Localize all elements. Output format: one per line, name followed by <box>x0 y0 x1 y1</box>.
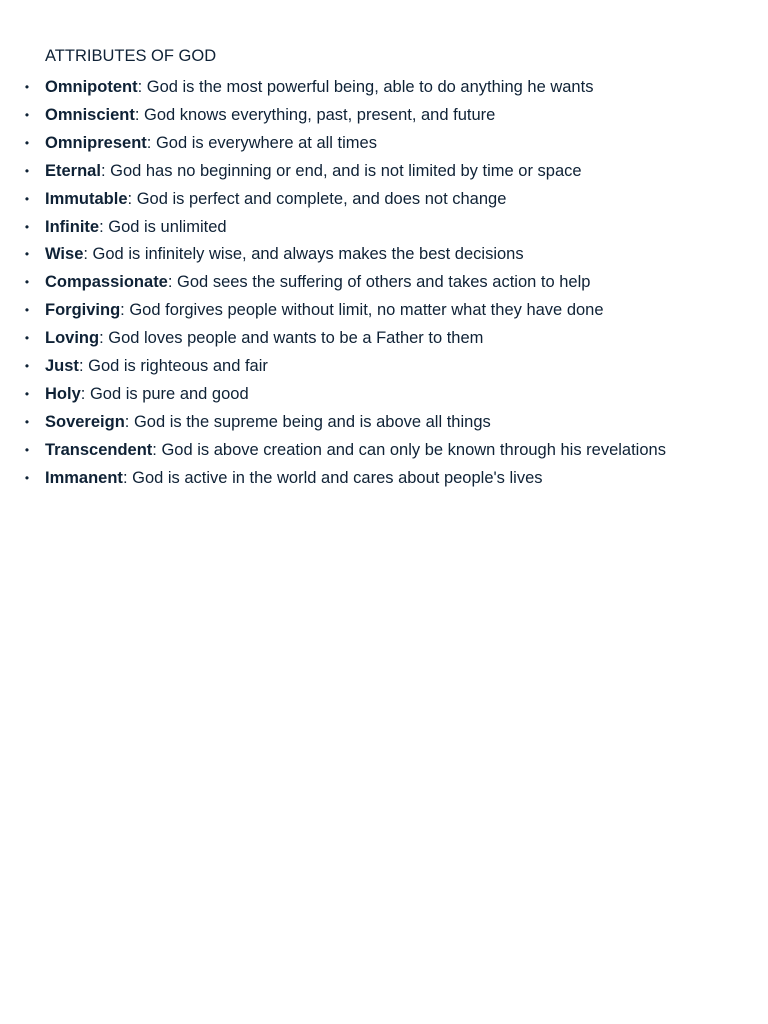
list-item <box>24 381 768 409</box>
attribute-term: Transcendent <box>45 440 153 459</box>
attribute-term: Loving <box>45 329 100 348</box>
list-item <box>24 269 768 297</box>
attribute-definition: God loves people and wants to be a Father to them <box>108 329 484 348</box>
list-item <box>24 465 768 493</box>
list-item <box>24 186 768 214</box>
bullet-icon: • <box>24 163 30 178</box>
bullet-icon: • <box>24 80 30 94</box>
bullet-icon: • <box>24 247 30 262</box>
attribute-definition: God is perfect and complete, and does not change <box>136 189 507 208</box>
attribute-term: Sovereign <box>45 412 125 431</box>
bullet-icon: • <box>24 414 30 429</box>
term-separator: : <box>137 78 147 96</box>
attribute-definition: God is unlimited <box>108 217 227 236</box>
attribute-term: Immanent <box>45 468 123 487</box>
attribute-term: Eternal <box>45 161 101 180</box>
term-separator: : <box>78 357 89 376</box>
term-separator: : <box>167 273 178 292</box>
bullet-icon: • <box>24 442 30 457</box>
attribute-term: Holy <box>45 384 81 403</box>
attribute-term: Forgiving <box>45 301 121 320</box>
term-separator: : <box>134 105 145 124</box>
term-separator: : <box>80 384 90 403</box>
list-item <box>24 74 768 102</box>
attribute-definition: God is infinitely wise, and always makes the best decisions <box>92 245 524 264</box>
attribute-definition: God is above creation and can only be known through his revelations <box>161 440 666 459</box>
list-item <box>24 214 768 242</box>
list-item <box>24 297 768 325</box>
attribute-definition: God is righteous and fair <box>88 357 268 376</box>
bullet-icon: • <box>24 359 30 374</box>
term-separator: : <box>120 301 130 320</box>
attribute-term: Immutable <box>45 189 128 208</box>
list-item <box>24 437 768 465</box>
attribute-definition: God is active in the world and cares about people's lives <box>132 468 543 487</box>
attribute-definition: God has no beginning or end, and is not limited by time or space <box>110 161 582 180</box>
term-separator: : <box>146 133 156 152</box>
bullet-icon: • <box>24 275 30 290</box>
attribute-term: Compassionate <box>45 273 168 292</box>
attribute-term: Infinite <box>45 217 100 236</box>
attribute-term: Wise <box>45 245 84 264</box>
document-title: ATTRIBUTES OF GOD <box>45 47 217 65</box>
attribute-definition: God is the most powerful being, able to do anything he wants <box>146 78 594 96</box>
bullet-icon: • <box>24 219 30 234</box>
bullet-icon: • <box>24 135 30 150</box>
attribute-term: Omnipresent <box>45 133 147 152</box>
attribute-list <box>24 74 768 493</box>
attribute-definition: God is pure and good <box>89 384 249 403</box>
term-separator: : <box>100 161 111 180</box>
bullet-icon: • <box>24 331 30 346</box>
list-item <box>24 158 768 186</box>
attribute-term: Omniscient <box>45 105 135 124</box>
term-separator: : <box>124 412 134 431</box>
attribute-definition: God is everywhere at all times <box>155 133 377 152</box>
bullet-icon: • <box>24 107 30 122</box>
list-item <box>24 409 768 437</box>
attribute-definition: God is the supreme being and is above all things <box>133 412 491 431</box>
term-separator: : <box>99 217 109 236</box>
list-item <box>24 102 768 130</box>
list-item <box>24 353 768 381</box>
list-item <box>24 325 768 353</box>
term-separator: : <box>99 329 109 348</box>
bullet-icon: • <box>24 303 30 318</box>
term-separator: : <box>152 440 162 459</box>
term-separator: : <box>122 468 133 487</box>
attribute-definition: God sees the suffering of others and takes action to help <box>177 273 591 292</box>
bullet-icon: • <box>24 191 30 206</box>
list-item <box>24 241 768 269</box>
term-separator: : <box>83 245 93 264</box>
attribute-term: Omnipotent <box>45 78 138 96</box>
term-separator: : <box>127 189 137 208</box>
attribute-definition: God forgives people without limit, no matter what they have done <box>129 301 604 320</box>
bullet-icon: • <box>24 470 30 485</box>
bullet-icon: • <box>24 386 30 401</box>
attribute-term: Just <box>45 357 79 376</box>
attribute-definition: God knows everything, past, present, and future <box>144 105 496 124</box>
list-item <box>24 130 768 158</box>
